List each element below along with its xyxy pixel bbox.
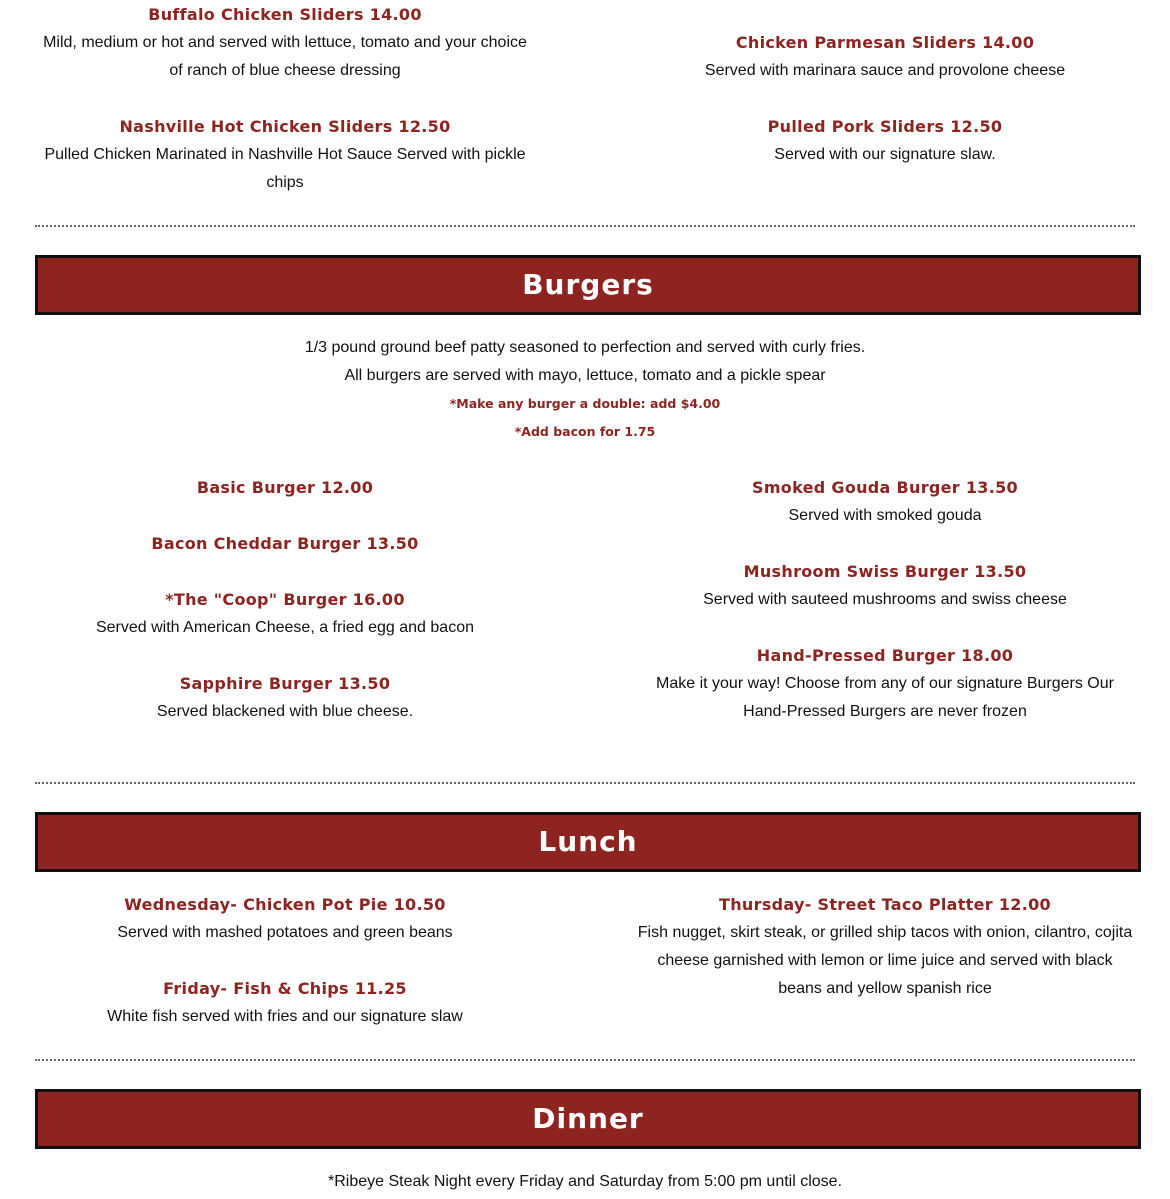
- burgers-left-column: [35, 474, 535, 726]
- lunch-section-heading: Lunch: [35, 812, 1141, 872]
- menu-item-title: Basic Burger 12.00: [196, 478, 374, 497]
- menu-item: [635, 558, 1135, 614]
- menu-item-title: Chicken Parmesan Sliders 14.00: [735, 33, 1035, 52]
- burgers-section-heading: Burgers: [35, 255, 1141, 315]
- section-divider: [35, 1059, 1135, 1061]
- menu-item: [35, 1, 535, 85]
- menu-item: [635, 113, 1135, 169]
- menu-item-description: Mild, medium or hot and served with lettuce, tomato and your choice of ranch of blue cheese dressing: [43, 34, 527, 79]
- menu-item-title: Pulled Pork Sliders 12.50: [767, 117, 1003, 136]
- lunch-left-column: [35, 891, 535, 1031]
- menu-item: [35, 670, 535, 726]
- menu-item: [35, 586, 535, 642]
- menu-item: [35, 474, 535, 502]
- menu-item: [635, 642, 1135, 726]
- menu-item-title: Sapphire Burger 13.50: [179, 674, 391, 693]
- menu-item: [635, 474, 1135, 530]
- burgers-right-column: [635, 474, 1135, 726]
- menu-item: [35, 530, 535, 558]
- menu-item-description: Served blackened with blue cheese.: [156, 703, 414, 720]
- lunch-right-column: [635, 891, 1135, 1003]
- menu-item: [35, 975, 535, 1031]
- burgers-intro-line: All burgers are served with mayo, lettuce, tomato and a pickle spear: [344, 367, 826, 384]
- menu-item: [635, 891, 1135, 1003]
- menu-item-title: Mushroom Swiss Burger 13.50: [743, 562, 1027, 581]
- menu-item-title: Thursday- Street Taco Platter 12.00: [719, 895, 1051, 914]
- burgers-note: *Make any burger a double: add $4.00: [449, 396, 721, 411]
- dinner-intro: [35, 1168, 1135, 1196]
- menu-item-title: *The "Coop" Burger 16.00: [165, 590, 405, 609]
- menu-item-description: Served with marinara sauce and provolone cheese: [704, 62, 1066, 79]
- dinner-section-heading: Dinner: [35, 1089, 1141, 1149]
- burgers-note: *Add bacon for 1.75: [514, 424, 656, 439]
- section-divider: [35, 782, 1135, 784]
- menu-item-description: Served with mashed potatoes and green beans: [117, 924, 453, 941]
- sliders-left-column: [35, 1, 535, 197]
- sliders-right-column: [635, 29, 1135, 169]
- menu-item-description: Pulled Chicken Marinated in Nashville Hot Sauce Served with pickle chips: [44, 146, 526, 191]
- section-divider: [35, 225, 1135, 227]
- menu-item-title: Bacon Cheddar Burger 13.50: [151, 534, 419, 553]
- burgers-intro-line: 1/3 pound ground beef patty seasoned to perfection and served with curly fries.: [304, 339, 866, 356]
- menu-item-description: Served with American Cheese, a fried egg and bacon: [95, 619, 474, 636]
- menu-item-description: White fish served with fries and our signature slaw: [107, 1008, 463, 1025]
- menu-item-title: Nashville Hot Chicken Sliders 12.50: [119, 117, 451, 136]
- menu-item-title: Hand-Pressed Burger 18.00: [756, 646, 1014, 665]
- menu-item-description: Served with smoked gouda: [788, 507, 982, 524]
- menu-item-description: Fish nugget, skirt steak, or grilled ship tacos with onion, cilantro, cojita cheese garnished with lemon or lime juice and served with black beans and yellow spanish rice: [637, 924, 1133, 997]
- menu-item: [635, 29, 1135, 85]
- burgers-intro: [35, 334, 1135, 446]
- menu-item-description: Served with our signature slaw.: [774, 146, 996, 163]
- menu-item: [35, 891, 535, 947]
- menu-item: [35, 113, 535, 197]
- menu-item-title: Wednesday- Chicken Pot Pie 10.50: [124, 895, 446, 914]
- menu-item-title: Buffalo Chicken Sliders 14.00: [148, 5, 422, 24]
- menu-item-description: Make it your way! Choose from any of our signature Burgers Our Hand-Pressed Burgers are never frozen: [656, 675, 1114, 720]
- menu-item-description: Served with sauteed mushrooms and swiss cheese: [703, 591, 1067, 608]
- menu-item-title: Smoked Gouda Burger 13.50: [752, 478, 1018, 497]
- dinner-intro-line: *Ribeye Steak Night every Friday and Saturday from 5:00 pm until close.: [327, 1173, 843, 1190]
- menu-item-title: Friday- Fish & Chips 11.25: [163, 979, 407, 998]
